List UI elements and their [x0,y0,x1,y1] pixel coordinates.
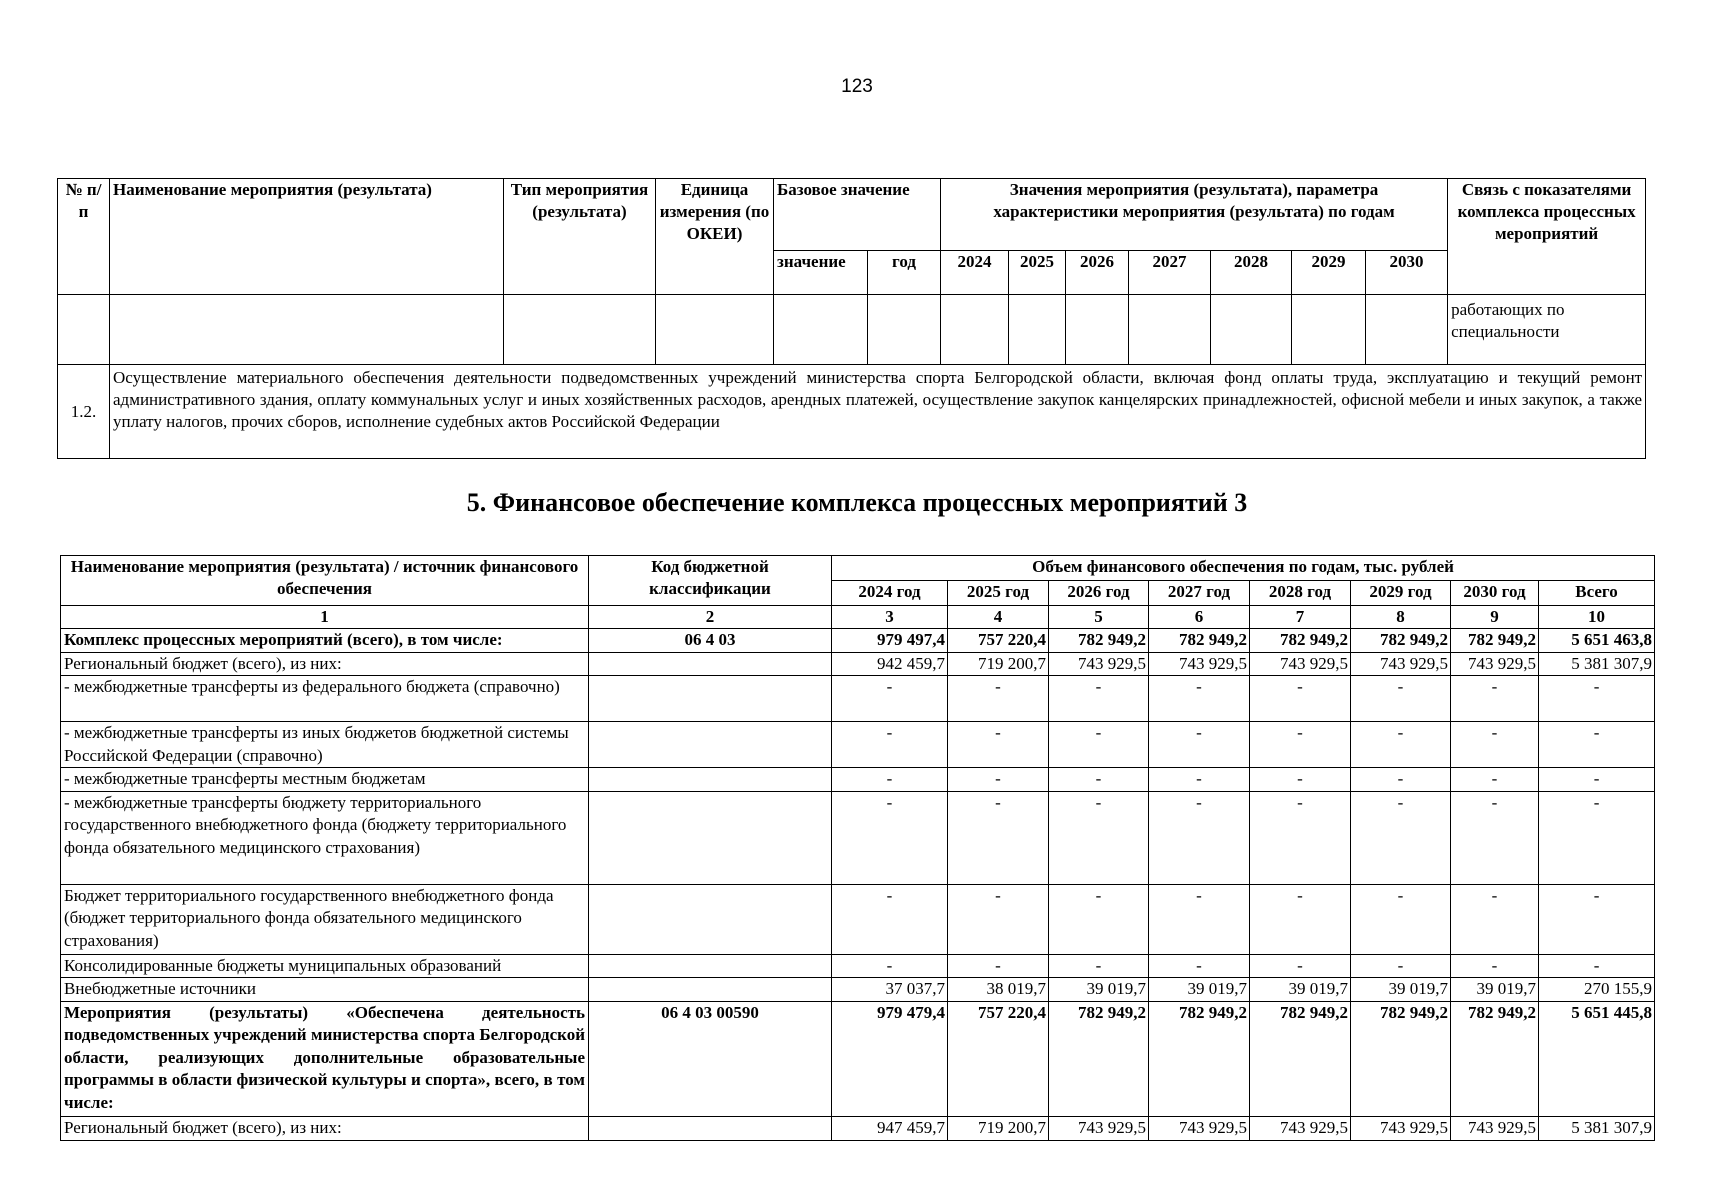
row-code [589,791,832,884]
row-value: - [1049,884,1149,954]
column-number: 10 [1539,606,1655,629]
row-value: 782 949,2 [1149,1001,1250,1116]
row-value: 743 929,5 [1351,652,1451,676]
column-number: 1 [61,606,589,629]
row-value: 743 929,5 [1351,1116,1451,1140]
row-value: - [1539,676,1655,722]
row-value: - [1451,954,1539,978]
row-value: - [1351,791,1451,884]
row-value: - [1149,884,1250,954]
row-name: - межбюджетные трансферты бюджету территориального государственного внебюджетного фонда (бюджету территориального фонда обязательного медицинского страхования) [61,791,589,884]
row-value: - [832,676,948,722]
row-value: 270 155,9 [1539,978,1655,1002]
table-row [61,768,1655,792]
row-value: - [1250,791,1351,884]
row-value: 39 019,7 [1250,978,1351,1002]
row-value: 947 459,7 [832,1116,948,1140]
row-name: Мероприятия (результаты) «Обеспечена деятельность подведомственных учреждений министерства спорта Белгородской области, реализующих дополнительные образовательные программы в области физической культуры и спорта», всего, в том числе: [61,1001,589,1116]
row-value: 782 949,2 [1049,629,1149,653]
table-row [61,722,1655,768]
header-year: 2026 год [1049,581,1149,606]
row-value: 5 651 445,8 [1539,1001,1655,1116]
financing-table [60,555,1655,1141]
row-value: - [1451,722,1539,768]
section-title: 5. Финансовое обеспечение комплекса процессных мероприятий 3 [466,488,1248,517]
row-code [589,652,832,676]
row-value: 782 949,2 [1451,1001,1539,1116]
header-base: Базовое значение [774,179,941,251]
row-value: 39 019,7 [1351,978,1451,1002]
row-value: - [1250,884,1351,954]
row-name: - межбюджетные трансферты местным бюджетам [61,768,589,792]
row-value: - [832,791,948,884]
column-number: 4 [948,606,1049,629]
header-code: Код бюджетной классификации [589,556,832,606]
row-value: 39 019,7 [1451,978,1539,1002]
row-value: 979 479,4 [832,1001,948,1116]
table-row [58,365,1646,459]
row-value: - [948,676,1049,722]
row-value: - [832,884,948,954]
row-value: 942 459,7 [832,652,948,676]
header-link: Связь с показателями комплекса процессных мероприятий [1448,179,1646,295]
header-name: Наименование мероприятия (результата) [110,179,504,295]
row-value: 757 220,4 [948,1001,1049,1116]
header-num: № п/п [58,179,110,295]
row-value: - [1351,676,1451,722]
header-year: 2028 [1211,251,1292,295]
table-row [61,978,1655,1002]
header-total: Всего [1539,581,1655,606]
row-code [589,1116,832,1140]
row-name: Бюджет территориального государственного внебюджетного фонда (бюджет территориального фонда обязательного медицинского страхования) [61,884,589,954]
row-value: - [1250,676,1351,722]
row-value: 743 929,5 [1451,1116,1539,1140]
row-value: - [1149,722,1250,768]
row-name: Комплекс процессных мероприятий (всего), в том числе: [61,629,589,653]
row-code [589,978,832,1002]
header-year: 2025 год [948,581,1049,606]
header-year: 2027 [1129,251,1211,295]
row-value: - [1351,954,1451,978]
row-value: 39 019,7 [1049,978,1149,1002]
row-value: - [1250,954,1351,978]
table-row [61,884,1655,954]
row-value: - [1539,722,1655,768]
row-value: 782 949,2 [1049,1001,1149,1116]
row-name: Внебюджетные источники [61,978,589,1002]
table-row [61,791,1655,884]
row-code [589,954,832,978]
row-value: - [948,722,1049,768]
row-name: Региональный бюджет (всего), из них: [61,652,589,676]
row-value: 5 381 307,9 [1539,1116,1655,1140]
row-value: - [948,791,1049,884]
row-value: 719 200,7 [948,1116,1049,1140]
row-value: 782 949,2 [1149,629,1250,653]
row-value: 782 949,2 [1250,629,1351,653]
header-base-year: год [868,251,941,295]
row-value: - [1049,791,1149,884]
row-value: - [1351,768,1451,792]
row-value: - [1149,791,1250,884]
header-base-value: значение [774,251,868,295]
row-value: - [1351,884,1451,954]
row-value: - [1351,722,1451,768]
activities-table [57,178,1646,459]
row-value: 38 019,7 [948,978,1049,1002]
row-value: - [1149,676,1250,722]
row-name: - межбюджетные трансферты из федерального бюджета (справочно) [61,676,589,722]
row-value: 743 929,5 [1250,652,1351,676]
column-number: 7 [1250,606,1351,629]
row-value: 782 949,2 [1351,629,1451,653]
row-value: - [1451,676,1539,722]
table-row [61,1001,1655,1116]
row-value: - [832,954,948,978]
row-value: - [1149,768,1250,792]
row-value: - [1149,954,1250,978]
row-value: 743 929,5 [1049,652,1149,676]
row-value: 37 037,7 [832,978,948,1002]
column-number: 5 [1049,606,1149,629]
row-code: 06 4 03 00590 [589,1001,832,1116]
row-value: - [1539,954,1655,978]
row-value: - [1049,722,1149,768]
row-value: 782 949,2 [1250,1001,1351,1116]
column-number: 2 [589,606,832,629]
link-cell: работающих по специальности [1448,295,1646,365]
table-row [61,629,1655,653]
row-value: 743 929,5 [1049,1116,1149,1140]
table-row [61,676,1655,722]
row-value: 5 651 463,8 [1539,629,1655,653]
row-value: - [948,768,1049,792]
row-value: - [1049,676,1149,722]
table-row [61,954,1655,978]
row-value: - [948,954,1049,978]
row-value: 782 949,2 [1451,629,1539,653]
row-value: - [832,722,948,768]
header-year: 2028 год [1250,581,1351,606]
header-year: 2024 [941,251,1009,295]
row-value: - [832,768,948,792]
row-value: - [1539,884,1655,954]
header-volume: Объем финансового обеспечения по годам, тыс. рублей [832,556,1655,581]
header-year: 2030 [1366,251,1448,295]
row-value: - [1539,791,1655,884]
header-year: 2027 год [1149,581,1250,606]
row-value: 743 929,5 [1451,652,1539,676]
header-year: 2024 год [832,581,948,606]
table-row [61,652,1655,676]
column-number: 9 [1451,606,1539,629]
row-code [589,676,832,722]
row-code [589,884,832,954]
row-value: - [948,884,1049,954]
page-number: 123 [841,76,873,97]
row-value: 743 929,5 [1149,652,1250,676]
row-value: 5 381 307,9 [1539,652,1655,676]
table-row [58,295,1646,365]
activity-description: Осуществление материального обеспечения деятельности подведомственных учреждений министерства спорта Белгородской области, включая фонд оплаты труда, эксплуатацию и текущий ремонт административного здания, оплату коммунальных услуг и иных хозяйственных расходов, арендных платежей, осуществление закупок канцелярских принадлежностей, офисной мебели и иных закупок, а также уплату налогов, прочих сборов, исполнение судебных актов Российской Федерации [110,365,1646,459]
row-value: - [1049,768,1149,792]
row-code: 06 4 03 [589,629,832,653]
row-value: 39 019,7 [1149,978,1250,1002]
row-value: 719 200,7 [948,652,1049,676]
row-value: - [1049,954,1149,978]
row-value: - [1250,722,1351,768]
row-value: 743 929,5 [1149,1116,1250,1140]
row-code [589,722,832,768]
row-value: - [1451,791,1539,884]
header-name: Наименование мероприятия (результата) / источник финансового обеспечения [61,556,589,606]
header-year: 2029 год [1351,581,1451,606]
header-year: 2029 [1292,251,1366,295]
column-number: 8 [1351,606,1451,629]
header-unit: Единица измерения (по ОКЕИ) [656,179,774,295]
row-value: - [1451,768,1539,792]
row-value: - [1539,768,1655,792]
row-value: - [1250,768,1351,792]
row-number: 1.2. [58,365,110,459]
row-value: 782 949,2 [1351,1001,1451,1116]
row-value: - [1451,884,1539,954]
row-name: Консолидированные бюджеты муниципальных образований [61,954,589,978]
column-number: 3 [832,606,948,629]
row-value: 757 220,4 [948,629,1049,653]
column-number: 6 [1149,606,1250,629]
header-type: Тип мероприятия (результата) [504,179,656,295]
header-year: 2026 [1066,251,1129,295]
header-values: Значения мероприятия (результата), параметра характеристики мероприятия (результата) по годам [941,179,1448,251]
row-code [589,768,832,792]
row-value: 979 497,4 [832,629,948,653]
row-name: Региональный бюджет (всего), из них: [61,1116,589,1140]
header-year: 2030 год [1451,581,1539,606]
row-name: - межбюджетные трансферты из иных бюджетов бюджетной системы Российской Федерации (справочно) [61,722,589,768]
row-value: 743 929,5 [1250,1116,1351,1140]
header-year: 2025 [1009,251,1066,295]
table-row [61,1116,1655,1140]
